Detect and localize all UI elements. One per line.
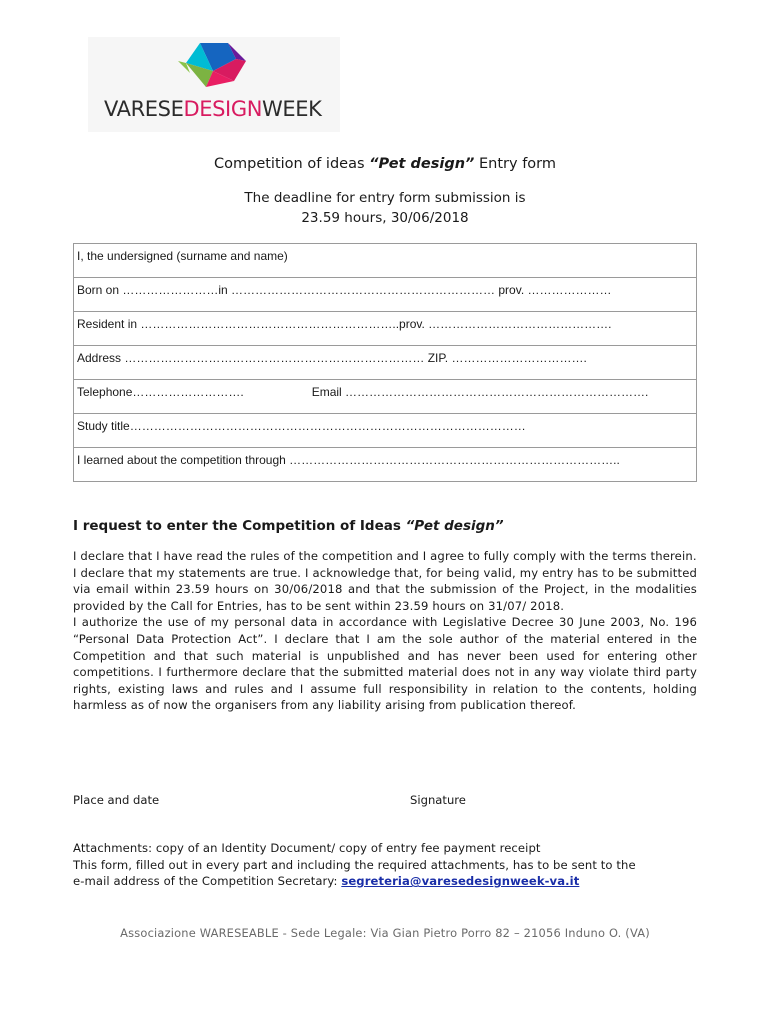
page-title: Competition of ideas “Pet design” Entry form bbox=[214, 156, 556, 172]
resident-field[interactable]: Resident in ………………………………………………………..prov. ………………………………………. bbox=[74, 312, 697, 346]
deadline-line1: The deadline for entry form submission is bbox=[244, 190, 526, 206]
declarations bbox=[73, 548, 697, 714]
secretary-email-link[interactable]: segreteria@varesedesignweek-va.it bbox=[341, 874, 580, 889]
undersigned-field[interactable]: I, the undersigned (surname and name) bbox=[74, 244, 697, 278]
deadline-line2: 23.59 hours, 30/06/2018 bbox=[301, 210, 469, 226]
request-heading: I request to enter the Competition of Ideas “Pet design” bbox=[73, 518, 504, 534]
learned-about-field[interactable]: I learned about the competition through ……………………………………………………………………….. bbox=[74, 448, 697, 482]
signature-label: Signature bbox=[410, 793, 466, 807]
gem-logo-icon bbox=[178, 41, 248, 89]
deadline-notice bbox=[0, 188, 770, 228]
attachments-section bbox=[73, 840, 703, 890]
entry-form-table bbox=[73, 243, 697, 482]
footer-address: Associazione WARESEABLE - Sede Legale: Via Gian Pietro Porro 82 – 21056 Induno O. (VA) bbox=[120, 926, 650, 940]
logo-text: VARESEDESIGNWEEK bbox=[104, 97, 322, 121]
born-field[interactable]: Born on ……………………in ………………………………………………………… prov. ………………… bbox=[74, 278, 697, 312]
declaration-statements: I declare that my statements are true. I acknowledge that, for being valid, my entry has to be submitted via email within 23.59 hours on 30/06/2018 and that the submission of the Project, in the modalities provided by the Call for Entries, has to be sent within 23.59 hours on 31/07/ 2018. bbox=[73, 565, 697, 613]
declaration-privacy: I authorize the use of my personal data in accordance with Legislative Decree 30 June 2003, No. 196 “Personal Data Protection Act”. I declare that I am the sole author of the material entered in the Competition and that such material is unpublished and has never been used for entering other competitions. I furthermore declare that the submitted material does not in any way violate third party rights, existing laws and rules and I assume full responsibility in relation to the contents, holding harmless as of now the organisers from any liability arising from publication thereof. bbox=[73, 615, 697, 713]
logo bbox=[88, 37, 340, 132]
email-field[interactable]: Email …………………………………………………………………. bbox=[311, 385, 649, 399]
submission-instructions: This form, filled out in every part and including the required attachments, has to be sent to the bbox=[73, 857, 636, 872]
address-field[interactable]: Address ………………………………………………………………… ZIP. ……………………………. bbox=[74, 346, 697, 380]
secretary-email-line: e-mail address of the Competition Secretary: segreteria@varesedesignweek-va.it bbox=[73, 874, 580, 889]
place-date-label: Place and date bbox=[73, 793, 160, 807]
study-title-field[interactable]: Study title……………………………………………………………………………………… bbox=[74, 414, 697, 448]
telephone-field[interactable]: Telephone………………………. bbox=[77, 385, 244, 399]
declaration-rules: I declare that I have read the rules of the competition and I agree to fully comply with the terms therein. bbox=[73, 549, 697, 563]
telephone-email-row[interactable] bbox=[74, 380, 697, 414]
attachments-line: Attachments: copy of an Identity Document/ copy of entry fee payment receipt bbox=[73, 841, 541, 855]
